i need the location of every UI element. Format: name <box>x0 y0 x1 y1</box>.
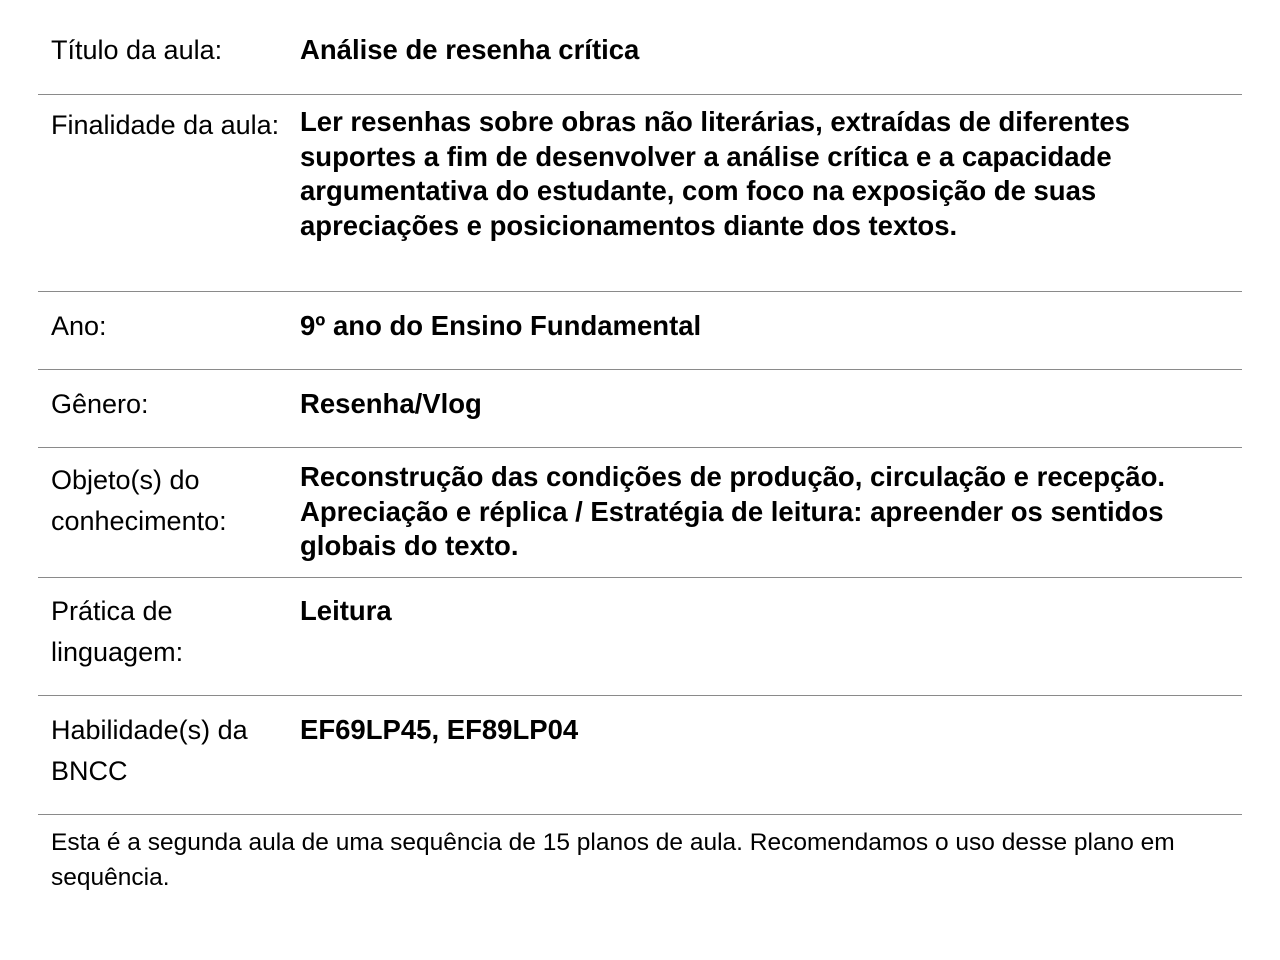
lesson-title-label: Título da aula: <box>51 35 223 65</box>
school-year-label: Ano: <box>51 311 107 341</box>
sequence-note: Esta é a segunda aula de uma sequência de 15 planos de aula. Recomendamos o uso desse plano em sequência. <box>51 829 1175 891</box>
genre-value: Resenha/Vlog <box>300 388 482 419</box>
row-lesson-title <box>38 16 1242 95</box>
knowledge-objects-value: Reconstrução das condições de produção, circulação e recepção. Apreciação e réplica / Estratégia de leitura: apreender os sentidos globais do texto. <box>300 461 1166 561</box>
row-knowledge-objects <box>38 448 1242 578</box>
genre-label: Gênero: <box>51 389 149 419</box>
lesson-purpose-value: Ler resenhas sobre obras não literárias, extraídas de diferentes suportes a fim de desenvolver a análise crítica e a capacidade argumentativa do estudante, com foco na exposição de suas apreciações e posicionamentos diante dos textos. <box>300 106 1130 241</box>
knowledge-objects-label: Objeto(s) do conhecimento: <box>51 465 227 536</box>
lesson-purpose-label: Finalidade da aula: <box>51 110 280 140</box>
bncc-skills-label: Habilidade(s) da BNCC <box>51 715 248 786</box>
row-genre <box>38 370 1242 448</box>
row-lesson-purpose <box>38 95 1242 292</box>
language-practice-label: Prática de linguagem: <box>51 596 184 667</box>
lesson-title-value: Análise de resenha crítica <box>300 34 640 65</box>
bncc-skills-value: EF69LP45, EF89LP04 <box>300 714 579 745</box>
language-practice-value: Leitura <box>300 595 392 626</box>
lesson-plan-table <box>38 16 1242 895</box>
row-bncc-skills <box>38 696 1242 815</box>
school-year-value: 9º ano do Ensino Fundamental <box>300 310 702 341</box>
row-language-practice <box>38 578 1242 696</box>
row-school-year <box>38 292 1242 370</box>
